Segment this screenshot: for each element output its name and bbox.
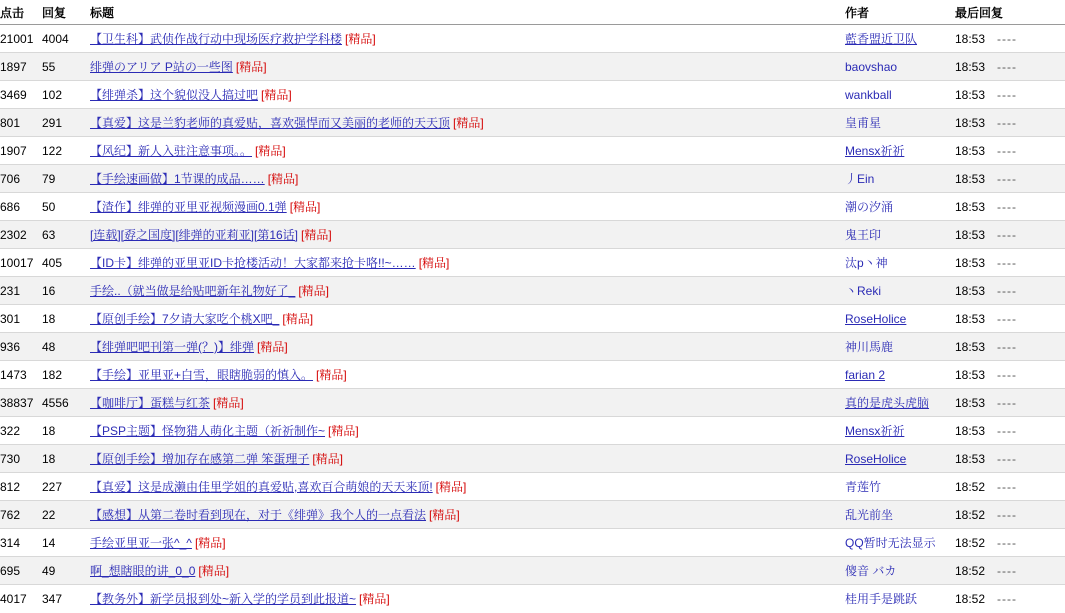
row-last-reply-cell (955, 53, 1065, 81)
thread-title-link[interactable]: [连载][孬之国度][绯弹的亚莉亚][第16话] (90, 228, 299, 242)
author-link[interactable]: QQ暂时无法显示 (845, 536, 936, 550)
thread-tag-essence: [精品] (345, 32, 376, 46)
last-reply-dash: ---- (997, 199, 1018, 214)
last-reply-time: 18:53 (955, 339, 986, 354)
last-reply-dash: ---- (997, 31, 1018, 46)
row-author-cell (845, 389, 955, 417)
row-title-cell (90, 333, 845, 361)
row-title-cell (90, 249, 845, 277)
row-author-cell (845, 53, 955, 81)
table-row[interactable] (0, 81, 1065, 109)
row-title-cell (90, 417, 845, 445)
author-link[interactable]: farian 2 (845, 367, 886, 382)
thread-title-link[interactable]: 【真爱】这是兰豹老师的真爱贴，喜欢强悍而又美丽的老师的天天顶 (90, 116, 451, 130)
last-reply-time: 18:52 (955, 535, 986, 550)
table-row[interactable] (0, 389, 1065, 417)
thread-title-link[interactable]: 手绘亚里亚一张^_^ (90, 536, 192, 550)
row-title-cell (90, 501, 845, 529)
row-clicks: 1897 (0, 53, 42, 81)
thread-tag-essence: [精品] (429, 508, 460, 522)
thread-tag-essence: [精品] (261, 88, 292, 102)
thread-tag-essence: [精品] (255, 144, 286, 158)
thread-tag-essence: [精品] (435, 480, 467, 494)
thread-title-link[interactable]: 【风纪】新人入驻注意事项。。 (90, 144, 253, 158)
last-reply-time: 18:53 (955, 87, 986, 102)
row-clicks: 695 (0, 557, 42, 585)
last-reply-time: 18:53 (955, 255, 986, 270)
table-row[interactable] (0, 277, 1065, 305)
thread-title-link[interactable]: 【感想】从第二卷时看到现在，对于《绯弹》我个人的一点看法 (90, 508, 427, 522)
row-title-cell (90, 473, 845, 501)
row-replies: 50 (42, 193, 90, 221)
thread-tag-essence: [精品] (282, 312, 314, 326)
row-last-reply-cell (955, 585, 1065, 613)
row-clicks: 1907 (0, 137, 42, 165)
table-header (0, 0, 1065, 25)
row-last-reply-cell (955, 529, 1065, 557)
last-reply-time: 18:53 (955, 283, 986, 298)
last-reply-time: 18:53 (955, 451, 986, 466)
author-link[interactable]: 藍香盟近卫队 (845, 32, 918, 46)
row-last-reply-cell (955, 109, 1065, 137)
row-last-reply-cell (955, 221, 1065, 249)
row-clicks: 936 (0, 333, 42, 361)
table-row[interactable] (0, 585, 1065, 613)
table-row[interactable] (0, 305, 1065, 333)
last-reply-dash: ---- (997, 451, 1018, 466)
last-reply-dash: ---- (997, 87, 1018, 102)
last-reply-dash: ---- (997, 143, 1018, 158)
thread-tag-essence: [精品] (198, 564, 230, 578)
row-last-reply-cell (955, 557, 1065, 585)
row-last-reply-cell (955, 473, 1065, 501)
thread-title-link[interactable]: 手绘..（就当做是给贴吧新年礼物好了_ (90, 284, 296, 298)
row-author-cell (845, 25, 955, 53)
row-clicks: 21001 (0, 25, 42, 53)
row-last-reply-cell (955, 389, 1065, 417)
last-reply-dash: ---- (997, 535, 1018, 550)
last-reply-dash: ---- (997, 115, 1018, 130)
row-replies: 18 (42, 417, 90, 445)
table-row[interactable] (0, 361, 1065, 389)
row-title-cell (90, 137, 845, 165)
row-replies: 55 (42, 53, 90, 81)
column-header-replies[interactable]: 回复 (42, 0, 90, 25)
row-clicks: 706 (0, 165, 42, 193)
row-replies: 291 (42, 109, 90, 137)
thread-tag-essence: [精品] (257, 340, 288, 354)
row-last-reply-cell (955, 25, 1065, 53)
author-link[interactable]: 乱光前坐 (845, 508, 894, 522)
author-link[interactable]: 傻音 バカ (845, 564, 897, 578)
table-row[interactable] (0, 557, 1065, 585)
author-link[interactable]: wankball (845, 87, 892, 102)
table-row[interactable] (0, 333, 1065, 361)
row-clicks: 314 (0, 529, 42, 557)
row-last-reply-cell (955, 277, 1065, 305)
thread-tag-essence: [精品] (359, 592, 390, 607)
row-replies: 182 (42, 361, 90, 389)
row-author-cell (845, 249, 955, 277)
last-reply-dash: ---- (997, 395, 1018, 410)
row-author-cell (845, 305, 955, 333)
last-reply-dash: ---- (997, 283, 1018, 298)
row-clicks: 4017 (0, 591, 27, 606)
row-author-cell (845, 361, 955, 389)
last-reply-dash: ---- (997, 339, 1018, 354)
row-author-cell (845, 277, 955, 305)
row-replies: 102 (42, 81, 90, 109)
row-author-cell (845, 585, 955, 613)
row-replies: 122 (42, 137, 90, 165)
table-row[interactable] (0, 221, 1065, 249)
thread-title-link[interactable]: 啊_想瞎眼的讲_0_0 (90, 564, 196, 578)
last-reply-dash: ---- (997, 563, 1018, 578)
thread-tag-essence: [精品] (453, 116, 484, 130)
row-clicks: 301 (0, 305, 42, 333)
row-clicks: 231 (0, 277, 42, 305)
thread-title-link[interactable]: 【咖啡厅】蛋糕与红茶 (90, 396, 211, 410)
row-last-reply-cell (955, 501, 1065, 529)
row-last-reply-cell (955, 445, 1065, 473)
author-link[interactable]: Mensx祈祈 (845, 424, 905, 438)
last-reply-time: 18:53 (955, 199, 986, 214)
row-title-cell (90, 361, 845, 389)
author-link[interactable]: baovshao (845, 59, 898, 74)
row-replies: 4004 (42, 25, 90, 53)
table-row[interactable] (0, 417, 1065, 445)
last-reply-dash: ---- (997, 367, 1018, 382)
row-clicks: 10017 (0, 249, 42, 277)
row-replies: 4556 (42, 389, 90, 417)
thread-tag-essence: [精品] (194, 536, 226, 550)
thread-tag-essence: [精品] (289, 200, 321, 214)
author-link[interactable]: Mensx祈祈 (845, 144, 905, 158)
row-title-cell (90, 277, 845, 305)
author-link[interactable]: 神川馬鹿 (845, 340, 894, 354)
column-header-last-reply[interactable]: 最后回复 (955, 0, 1065, 25)
thread-title-link[interactable]: 【原创手绘】增加存在感第二弹 笨蛋理子 (90, 452, 310, 466)
table-row[interactable] (0, 25, 1065, 53)
row-title-cell (90, 25, 845, 53)
author-link[interactable]: 真的是虎头虎脑 (845, 396, 930, 410)
row-title-cell (90, 389, 845, 417)
thread-tag-essence: [精品] (418, 256, 450, 270)
thread-title-link[interactable]: 【绯弹吧吧刊第一弹(？)】绯弹 (90, 340, 254, 354)
row-clicks: 801 (0, 109, 42, 137)
thread-tag-essence: [精品] (312, 452, 344, 466)
row-last-reply-cell (955, 137, 1065, 165)
row-last-reply-cell (955, 361, 1065, 389)
row-author-cell (845, 81, 955, 109)
last-reply-dash: ---- (997, 591, 1018, 606)
last-reply-time: 18:53 (955, 311, 986, 326)
row-title-cell (90, 221, 845, 249)
row-replies: 48 (42, 333, 90, 361)
row-replies: 16 (42, 277, 90, 305)
row-title-cell (90, 165, 845, 193)
last-reply-dash: ---- (997, 227, 1018, 242)
table-row[interactable] (0, 445, 1065, 473)
row-title-cell (90, 109, 845, 137)
last-reply-time: 18:52 (955, 563, 986, 578)
author-link[interactable]: RoseHolice (845, 311, 907, 326)
column-header-title[interactable]: 标题 (90, 0, 845, 25)
last-reply-time: 18:53 (955, 227, 986, 242)
row-replies: 18 (42, 445, 90, 473)
row-title-cell (90, 81, 845, 109)
last-reply-time: 18:52 (955, 591, 986, 606)
author-link[interactable]: 潮の汐涌 (845, 200, 894, 214)
row-title-cell (90, 193, 845, 221)
last-reply-time: 18:53 (955, 31, 986, 46)
row-author-cell (845, 445, 955, 473)
thread-title-link[interactable]: 绯弹のアリア P站の一些图 (90, 60, 233, 74)
row-replies: 14 (42, 529, 90, 557)
last-reply-time: 18:53 (955, 367, 986, 382)
row-author-cell (845, 109, 955, 137)
thread-tag-essence: [精品] (301, 228, 332, 242)
row-author-cell (845, 165, 955, 193)
row-title-cell (90, 305, 845, 333)
thread-tag-essence: [精品] (316, 368, 347, 382)
row-author-cell (845, 529, 955, 557)
row-clicks: 1473 (0, 361, 42, 389)
row-clicks: 322 (0, 417, 42, 445)
author-link[interactable]: 皇甫星 (845, 116, 882, 130)
thread-tag-essence: [精品] (235, 60, 267, 74)
last-reply-dash: ---- (997, 59, 1018, 74)
row-title-cell (90, 585, 845, 613)
row-replies: 63 (42, 221, 90, 249)
thread-tag-essence: [精品] (267, 172, 299, 186)
row-clicks: 686 (0, 193, 42, 221)
column-header-clicks[interactable]: 点击 (0, 0, 42, 25)
last-reply-time: 18:52 (955, 507, 986, 522)
row-author-cell (845, 137, 955, 165)
table-row[interactable] (0, 165, 1065, 193)
table-row[interactable] (0, 53, 1065, 81)
row-replies: 405 (42, 249, 90, 277)
last-reply-dash: ---- (997, 507, 1018, 522)
thread-title-link[interactable]: 【绯弹杀】这个貌似没人搞过吧 (90, 88, 259, 102)
thread-tag-essence: [精品] (328, 424, 359, 438)
last-reply-time: 18:52 (955, 479, 986, 494)
row-title-cell (90, 557, 845, 585)
row-last-reply-cell (955, 333, 1065, 361)
table-row[interactable] (0, 473, 1065, 501)
last-reply-time: 18:53 (955, 143, 986, 158)
last-reply-dash: ---- (997, 255, 1018, 270)
row-replies: 227 (42, 473, 90, 501)
row-clicks: 812 (0, 473, 42, 501)
thread-title-link[interactable]: 【渣作】绯弹的亚里亚视频漫画0.1弹 (90, 200, 287, 214)
thread-title-link[interactable]: 【原创手绘】7夕请大家吃个桃X吧_ (90, 312, 280, 326)
last-reply-time: 18:53 (955, 423, 986, 438)
author-link[interactable]: 丶Reki (845, 284, 882, 298)
thread-title-link[interactable]: 【PSP主题】怪物猎人萌化主题（祈祈制作~ (90, 424, 326, 438)
author-link[interactable]: 汰p丶神 (845, 256, 888, 270)
thread-title-link[interactable]: 【手绘速画做】1节课的成品…… (90, 172, 265, 186)
table-row[interactable] (0, 529, 1065, 557)
row-last-reply-cell (955, 249, 1065, 277)
row-title-cell (90, 445, 845, 473)
table-row[interactable] (0, 137, 1065, 165)
row-last-reply-cell (955, 165, 1065, 193)
last-reply-dash: ---- (997, 423, 1018, 438)
row-author-cell (845, 417, 955, 445)
row-clicks: 762 (0, 501, 42, 529)
row-clicks: 730 (0, 445, 42, 473)
thread-title-link[interactable]: 【真爱】这是成濑由佳里学姐的真爱贴,喜欢百合萌娘的天天来顶! (90, 480, 433, 494)
thread-tag-essence: [精品] (298, 284, 330, 298)
author-link[interactable]: 丿Ein (845, 172, 875, 186)
last-reply-dash: ---- (997, 479, 1018, 494)
last-reply-time: 18:53 (955, 395, 986, 410)
row-clicks: 38837 (0, 389, 42, 417)
thread-title-link[interactable]: 【教务外】新学员报到处~新入学的学员到此报道~ (90, 592, 357, 607)
row-replies: 347 (42, 591, 63, 606)
author-link[interactable]: RoseHolice (845, 451, 907, 466)
last-reply-time: 18:53 (955, 59, 986, 74)
column-header-author[interactable]: 作者 (845, 0, 955, 25)
row-author-cell (845, 557, 955, 585)
row-author-cell (845, 221, 955, 249)
row-title-cell (90, 529, 845, 557)
last-reply-dash: ---- (997, 171, 1018, 186)
table-row[interactable] (0, 109, 1065, 137)
last-reply-dash: ---- (997, 311, 1018, 326)
author-link[interactable]: 青莲竹 (845, 480, 882, 494)
row-replies: 79 (42, 165, 90, 193)
row-last-reply-cell (955, 417, 1065, 445)
table-body (0, 25, 1065, 613)
thread-title-link[interactable]: 【卫生科】武侦作战行动中现场医疗救护学科楼 (90, 32, 343, 46)
row-author-cell (845, 501, 955, 529)
thread-title-link[interactable]: 【手绘】亚里亚+白雪，眼瞎脆弱的慎入。 (90, 368, 314, 382)
row-last-reply-cell (955, 193, 1065, 221)
row-author-cell (845, 473, 955, 501)
table-row[interactable] (0, 249, 1065, 277)
row-title-cell (90, 53, 845, 81)
row-author-cell (845, 333, 955, 361)
table-row[interactable] (0, 193, 1065, 221)
row-last-reply-cell (955, 81, 1065, 109)
row-author-cell (845, 193, 955, 221)
row-replies: 18 (42, 305, 90, 333)
row-clicks: 3469 (0, 81, 42, 109)
row-replies: 49 (42, 557, 90, 585)
row-replies: 22 (42, 501, 90, 529)
last-reply-time: 18:53 (955, 115, 986, 130)
table-row[interactable] (0, 501, 1065, 529)
thread-title-link[interactable]: 【ID卡】绯弹的亚里亚ID卡抢楼活动！大家都来抢卡咯!!~…… (90, 256, 416, 270)
author-link[interactable]: 桂用手是跳跃 (845, 592, 918, 607)
row-last-reply-cell (955, 305, 1065, 333)
author-link[interactable]: 鬼王印 (845, 228, 882, 242)
thread-tag-essence: [精品] (213, 396, 244, 410)
last-reply-time: 18:53 (955, 171, 986, 186)
row-clicks: 2302 (0, 221, 42, 249)
